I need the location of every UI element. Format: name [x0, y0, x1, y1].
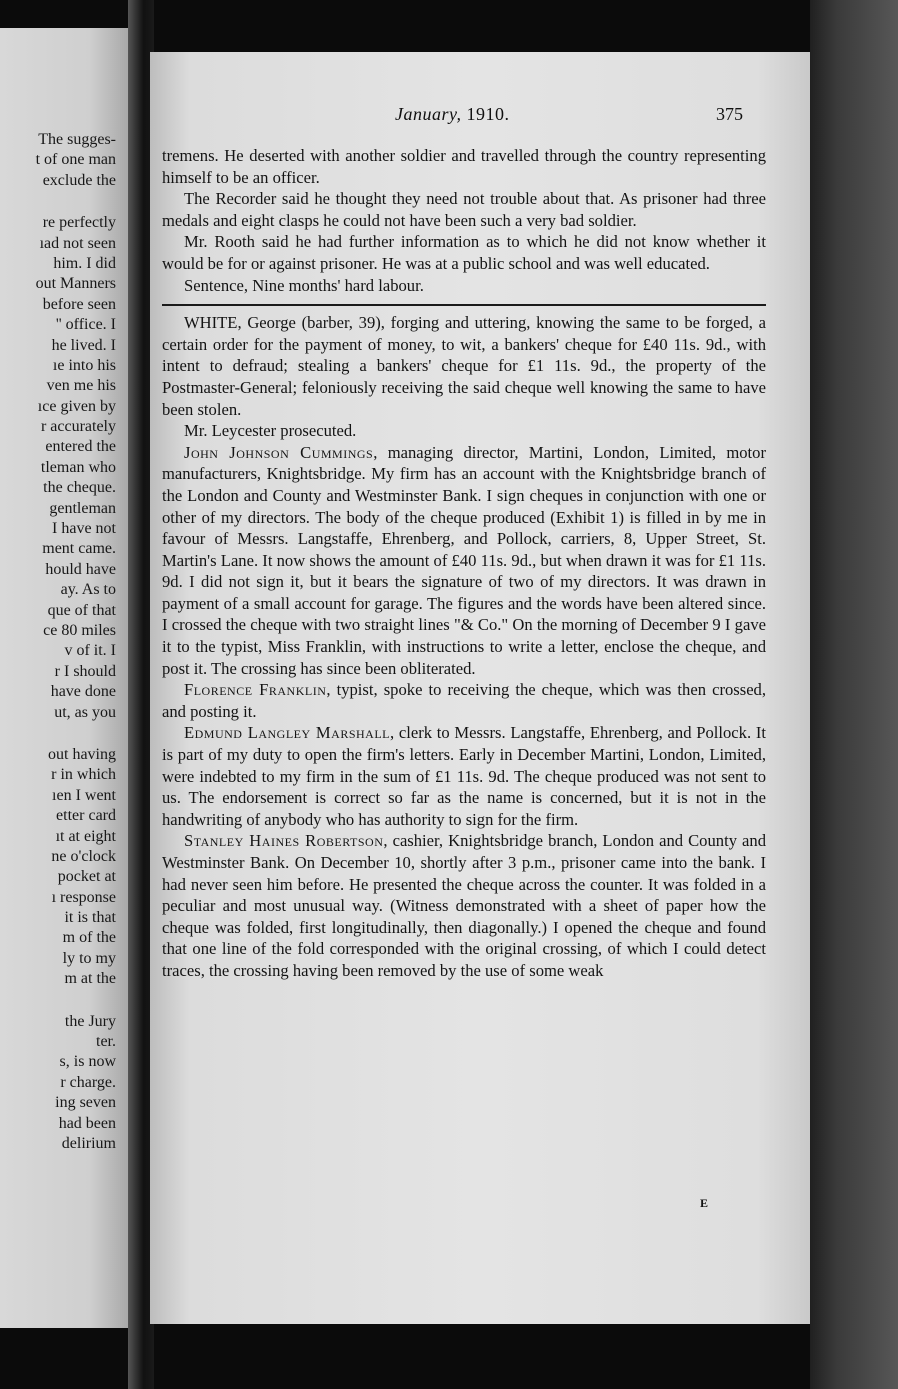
- facing-page-line: The sugges-: [38, 131, 116, 148]
- witness-testimony: , typist, spoke to receiving the cheque, which was then crossed, and posting it.: [162, 680, 767, 721]
- facing-page-line: delirium: [61, 1134, 116, 1152]
- facing-page-line: ıad not seen: [39, 234, 116, 252]
- facing-page-line: m at the: [64, 970, 116, 988]
- facing-page-line: he lived. I: [51, 336, 116, 354]
- facing-page-line: entered the: [45, 438, 116, 456]
- facing-page-line: ce 80 miles: [43, 621, 116, 639]
- signature-mark: E: [700, 1196, 709, 1210]
- facing-page-line: before seen: [42, 295, 116, 313]
- paragraph: Sentence, Nine months' hard labour.: [184, 275, 424, 295]
- facing-page-line: ing seven: [55, 1094, 116, 1112]
- facing-page-line: [0, 723, 116, 745]
- witness-name: Edmund Langley Marshall: [184, 723, 390, 743]
- prosecution-line: Mr. Leycester prosecuted.: [184, 421, 357, 441]
- facing-page-line: ı response: [51, 888, 116, 906]
- facing-page-line: have done: [50, 683, 116, 701]
- facing-page-line: ter.: [96, 1033, 116, 1051]
- facing-page-line: it is that: [64, 909, 116, 927]
- facing-page-line: ven me his: [46, 377, 116, 395]
- paragraph: The Recorder said he thought they need not trouble about that. As prisoner had three medals and eight clasps he could not have been such a very bad soldier.: [162, 189, 766, 230]
- page-number: 375: [716, 104, 743, 124]
- facing-page-line: ıe into his: [52, 356, 116, 374]
- facing-page-line: v of it. I: [64, 642, 116, 660]
- paragraph: Mr. Rooth said he had further information as to which he did not know whether it would be for or against prisoner. He was at a public school and was well educated.: [162, 232, 766, 273]
- witness-paragraph: [162, 722, 766, 830]
- facing-page-line: had been: [58, 1114, 116, 1132]
- facing-page-line: the cheque.: [43, 479, 116, 497]
- facing-page-line: exclude the: [42, 171, 116, 189]
- witness-name: John Johnson Cummings: [184, 442, 374, 462]
- paragraph: tremens. He deserted with another soldier and travelled through the country representing himself to be an officer.: [162, 146, 766, 187]
- facing-page-line: r charge.: [60, 1073, 116, 1091]
- facing-page-line: the Jury: [64, 1012, 116, 1030]
- facing-page-line: '' office. I: [55, 316, 116, 334]
- facing-page-line: out Manners: [35, 275, 116, 293]
- facing-page-line: ıce given by: [37, 397, 116, 415]
- running-head-year: 1910.: [466, 104, 510, 124]
- facing-page-left: [0, 28, 128, 1328]
- case-divider: [162, 304, 766, 306]
- facing-page-text: [0, 130, 116, 1154]
- facing-page-line: re perfectly: [42, 214, 116, 232]
- facing-page-line: tleman who: [40, 458, 116, 476]
- witness-testimony: , cashier, Knightsbridge branch, London and County and Westminster Bank. On December 10, shortly after 3 p.m., prisoner came into the bank. I had never seen him before. He presented the cheque across the counter. It was folded in a peculiar and most unusual way. (Witness demonstrated with a sheet of paper how the cheque was folded, first longitudinally, then diagonally.) I opened the cheque and found that one line of the fold corresponded with the original crossing, of which I could detect traces, the crossing having been removed by the use of some weak: [162, 831, 766, 980]
- facing-page-line: pocket at: [57, 868, 116, 886]
- case-heading: WHITE, George (barber, 39), forging and uttering, knowing the same to be forged, a certain order for the payment of money, to wit, a bankers' cheque for £40 11s. 9d., with intent to defraud; stealing a bankers' cheque for £1 11s. 9d., the property of the Postmaster-General; feloniously receiving the said cheque well knowing the same to have been stolen.: [162, 313, 766, 419]
- facing-page-line: etter card: [56, 807, 116, 825]
- facing-page-line: r in which: [51, 766, 116, 784]
- witness-testimony: , clerk to Messrs. Langstaffe, Ehrenberg, and Pollock. It is part of my duty to open the firm's letters. Early in December Martini, London, Limited, were indebted to my firm in the sum of £1 11s. 9d. The cheque produced was not sent to us. The endorsement is correct so far as the name is concerned, but it is not in the handwriting of anybody who has authority to sign for the firm.: [162, 723, 766, 829]
- facing-page-line: s, is now: [59, 1053, 116, 1071]
- witness-testimony: , managing director, Martini, London, Limited, motor manufacturers, Knightsbridge. My firm has an account with the Knightsbridge branch of the London and County and Westminster Bank. I sign cheques in conjunction with one or other of my directors. The body of the cheque produced (Exhibit 1) is filled in by me in favour of Messrs. Langstaffe, Ehrenberg, and Pollock, carriers, 8, Upper Street, St. Martin's Lane. It now shows the amount of £40 11s. 9d., but when drawn it was for £1 11s. 9d. I did not sign it, but it bears the signature of two of my directors. It was drawn in payment of a small account for garage. The figures and the words have been altered since. I crossed the cheque with two straight lines "& Co." On the morning of December 9 I gave it to the typist, Miss Franklin, with instructions to write a letter, enclose the cheque, and post it. The crossing has since been obliterated.: [162, 442, 766, 678]
- witness-paragraph: [162, 442, 766, 680]
- facing-page-line: ay. As to: [60, 581, 116, 599]
- facing-page-line: ut, as you: [54, 703, 116, 721]
- facing-page-line: hould have: [45, 560, 116, 578]
- witness-paragraph: [162, 679, 766, 722]
- page-body: [162, 145, 766, 982]
- witness-name: Stanley Haines Robertson: [184, 831, 384, 851]
- facing-page-line: t of one man: [35, 151, 116, 169]
- facing-page-line: I have not: [52, 520, 116, 538]
- facing-page-line: ne o'clock: [51, 847, 116, 865]
- facing-page-line: him. I did: [53, 254, 116, 272]
- facing-page-line: que of that: [47, 601, 116, 619]
- facing-page-line: r I should: [54, 662, 116, 680]
- facing-page-line: [0, 191, 116, 213]
- facing-page-line: ıen I went: [52, 786, 116, 804]
- facing-page-line: m of the: [62, 929, 116, 947]
- facing-page-line: ment came.: [42, 540, 116, 558]
- witness-name: Florence Franklin: [184, 680, 327, 700]
- facing-page-line: r accurately: [40, 418, 116, 436]
- running-head-month: January,: [395, 104, 462, 124]
- facing-page-line: ıt at eight: [55, 827, 116, 845]
- facing-page-line: gentleman: [49, 499, 116, 517]
- facing-page-line: [0, 990, 116, 1012]
- background-edge: [810, 0, 898, 1389]
- facing-page-line: out having: [48, 745, 116, 763]
- running-head: [395, 104, 510, 125]
- witness-paragraph: [162, 830, 766, 981]
- facing-page-line: ly to my: [62, 949, 116, 967]
